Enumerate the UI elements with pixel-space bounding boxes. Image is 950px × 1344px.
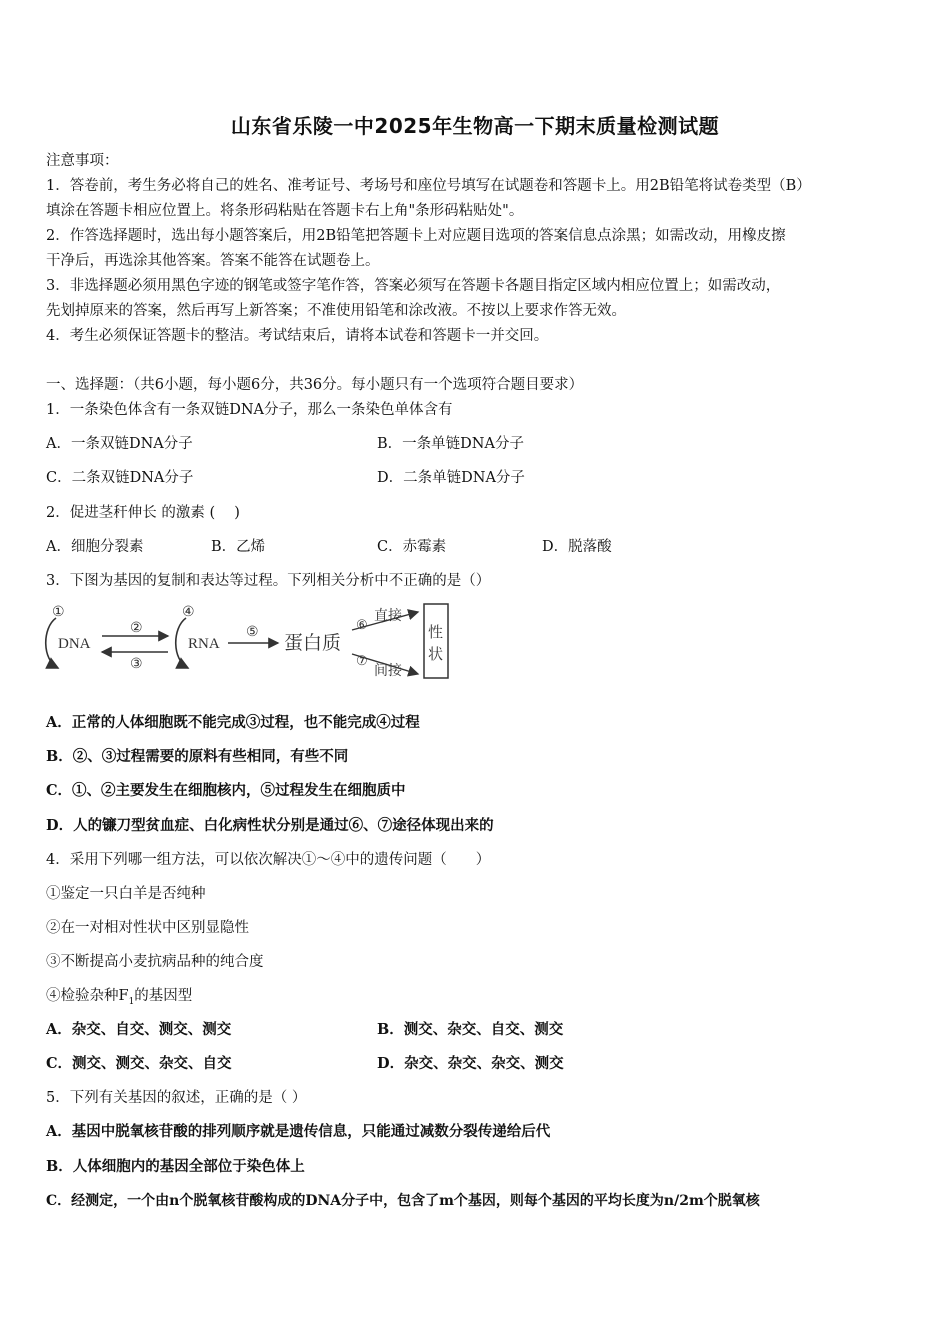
q1-option-a: A．一条双链DNA分子 bbox=[46, 436, 193, 452]
q2-option-a: A．细胞分裂素 bbox=[46, 539, 144, 555]
q4-item: ②在一对相对性状中区别显隐性 bbox=[46, 920, 249, 936]
q4-item4-post: 的基因型 bbox=[134, 988, 193, 1004]
notice-line: 先划掉原来的答案，然后再写上新答案；不准使用铅笔和涂改液。不按以上要求作答无效。 bbox=[46, 303, 626, 319]
q4-item4-sub: 1 bbox=[128, 996, 135, 1007]
protein-label: 蛋白质 bbox=[284, 632, 342, 654]
q5-option-a: A．基因中脱氧核苷酸的排列顺序就是遗传信息，只能通过减数分裂传递给后代 bbox=[46, 1123, 551, 1140]
q4-stem: 4．采用下列哪一组方法，可以依次解决①～④中的遗传问题（ ） bbox=[46, 852, 491, 868]
q2-option-d: D．脱落酸 bbox=[542, 539, 612, 555]
trait-char-2: 状 bbox=[428, 645, 444, 663]
label-4: ④ bbox=[182, 604, 195, 620]
label-1: ① bbox=[52, 604, 65, 620]
q3-option-b: B．②、③过程需要的原料有些相同，有些不同 bbox=[46, 748, 349, 765]
q1-stem: 1．一条染色体含有一条双链DNA分子，那么一条染色单体含有 bbox=[46, 402, 453, 418]
q1-option-d: D．二条单链DNA分子 bbox=[377, 470, 525, 486]
label-3: ③ bbox=[130, 656, 143, 672]
notice-line: 3．非选择题必须用黑色字迹的钢笔或签字笔作答，答案必须写在答题卡各题目指定区域内相应位置上；如需改动， bbox=[46, 278, 781, 294]
q4-item: ①鉴定一只白羊是否纯种 bbox=[46, 886, 206, 902]
dna-replication-loop bbox=[46, 618, 58, 668]
q4-option-b: B．测交、杂交、自交、测交 bbox=[377, 1021, 564, 1038]
q2-stem: 2．促进茎秆伸长 的激素 ( ) bbox=[46, 505, 240, 521]
section-heading: 一、选择题：（共6小题，每小题6分，共36分。每小题只有一个选项符合题目要求） bbox=[46, 377, 584, 393]
trait-box bbox=[424, 604, 448, 678]
trait-char-1: 性 bbox=[428, 623, 444, 641]
notice-line: 填涂在答题卡相应位置上。将条形码粘贴在答题卡右上角"条形码粘贴处"。 bbox=[46, 203, 524, 219]
gene-expression-diagram bbox=[40, 598, 470, 683]
q3-stem: 3．下图为基因的复制和表达等过程。下列相关分析中不正确的是（） bbox=[46, 573, 491, 589]
q3-option-c: C．①、②主要发生在细胞核内，⑤过程发生在细胞质中 bbox=[46, 782, 406, 799]
q5-option-c: C．经测定，一个由n个脱氧核苷酸构成的DNA分子中，包含了m个基因，则每个基因的平均长度为n/2m个脱氧核 bbox=[46, 1193, 760, 1209]
q4-option-c: C．测交、测交、杂交、自交 bbox=[46, 1055, 232, 1072]
q4-item bbox=[46, 986, 192, 1012]
q2-option-b: B．乙烯 bbox=[211, 539, 266, 555]
notice-line: 干净后，再选涂其他答案。答案不能答在试题卷上。 bbox=[46, 253, 380, 269]
dna-label: DNA bbox=[58, 636, 91, 652]
q4-item4-pre: ④检验杂种F bbox=[46, 988, 129, 1004]
notice-line: 4．考生必须保证答题卡的整洁。考试结束后，请将本试卷和答题卡一并交回。 bbox=[46, 328, 549, 344]
q5-stem: 5．下列有关基因的叙述，正确的是（ ） bbox=[46, 1090, 307, 1106]
notice-heading: 注意事项： bbox=[46, 153, 119, 169]
label-6: ⑥ bbox=[356, 618, 368, 633]
q1-option-c: C．二条双链DNA分子 bbox=[46, 470, 194, 486]
q5-option-b: B．人体细胞内的基因全部位于染色体上 bbox=[46, 1158, 305, 1175]
q2-option-c: C．赤霉素 bbox=[377, 539, 447, 555]
label-2: ② bbox=[130, 620, 143, 636]
page-title: 山东省乐陵一中2025年生物高一下期末质量检测试题 bbox=[230, 114, 720, 138]
q4-option-d: D．杂交、杂交、杂交、测交 bbox=[377, 1055, 564, 1072]
q1-option-b: B．一条单链DNA分子 bbox=[377, 436, 524, 452]
rna-replication-loop bbox=[176, 618, 188, 668]
rna-label: RNA bbox=[188, 636, 220, 652]
direct-label: 直接 bbox=[374, 608, 402, 624]
q4-option-a: A．杂交、自交、测交、测交 bbox=[46, 1021, 232, 1038]
q3-option-a: A．正常的人体细胞既不能完成③过程，也不能完成④过程 bbox=[46, 714, 420, 731]
label-7: ⑦ bbox=[356, 654, 368, 669]
notice-line: 2．作答选择题时，选出每小题答案后，用2B铅笔把答题卡上对应题目选项的答案信息点涂黑；如需改动，用橡皮擦 bbox=[46, 228, 786, 244]
q3-option-d: D．人的镰刀型贫血症、白化病性状分别是通过⑥、⑦途径体现出来的 bbox=[46, 817, 494, 834]
label-5: ⑤ bbox=[246, 624, 259, 640]
indirect-label: 间接 bbox=[374, 663, 402, 679]
notice-line: 1．答卷前，考生务必将自己的姓名、准考证号、考场号和座位号填写在试题卷和答题卡上。用2B铅笔将试卷类型（B） bbox=[46, 178, 811, 194]
q4-item: ③不断提高小麦抗病品种的纯合度 bbox=[46, 954, 264, 970]
